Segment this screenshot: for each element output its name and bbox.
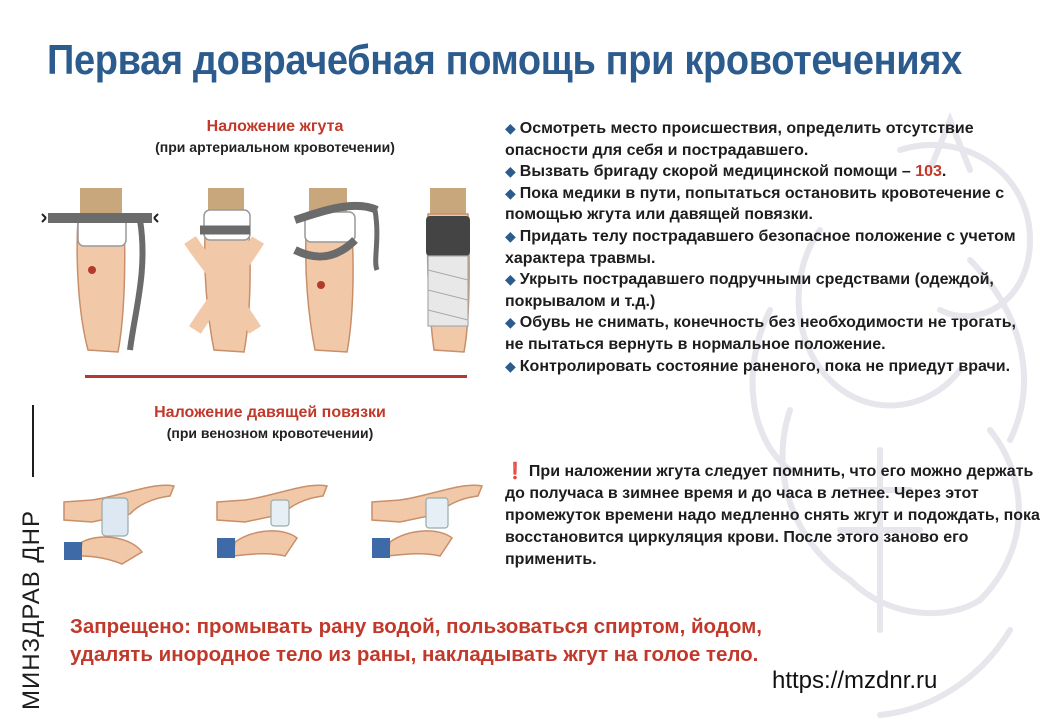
emergency-number: 103 [915,163,942,181]
diamond-icon: ◆ [505,120,516,136]
side-line [32,405,34,477]
step-item: ◆ Пока медики в пути, попытаться остановить кровотечение с помощью жгута или давящей повязки. [505,184,1005,224]
diamond-icon: ◆ [505,184,516,201]
step-item: ◆ Вызвать бригаду скорой медицинской помощи – 103. [505,163,947,181]
forbidden-actions: Запрещено: промывать рану водой, пользоваться спиртом, йодом, удалять инородное тело из раны, накладывать жгут на голое тело. [70,615,762,666]
tourniquet-time-note: ❗ При наложении жгута следует помнить, что его можно держать до получаса в зимнее время и до часа в летнее. Через этот промежуток времени надо медленно снять жгут и подождать, пока восстановится циркуляция крови. После этого заново его применить. [505,463,1040,568]
diamond-icon: ◆ [505,314,516,331]
step-item: ◆ Контролировать состояние раненого, пока не приедут врачи. [505,357,1011,375]
step-item: ◆ Обувь не снимать, конечность без необходимости не трогать, не пытаться вернуть в нормальное положение. [505,314,1016,353]
website-url: https://mzdnr.ru [772,667,938,694]
pressure-bandage-subheading: (при венозном кровотечении) [166,425,374,441]
diamond-icon: ◆ [505,357,516,374]
diamond-icon: ◆ [505,163,516,180]
step-item: ◆ Придать телу пострадавшего безопасное положение с учетом характера травмы. [505,227,1016,267]
diamond-icon: ◆ [505,271,516,288]
tourniquet-step-3-illustration [285,180,385,365]
page-title: Первая доврачебная помощь при кровотечениях [47,36,962,83]
bandage-step-1-illustration [62,472,177,567]
section-divider [85,375,467,378]
tourniquet-step-2-illustration [180,180,270,365]
step-item: ◆ Укрыть пострадавшего подручными средствами (одеждой, покрывалом и т.д.) [505,271,994,310]
tourniquet-heading: Наложение жгута [206,118,344,135]
step-item: ◆ Осмотреть место происшествия, определить отсутствие опасности для себя и пострадавшего. [505,120,974,159]
bandage-step-3-illustration [370,472,485,567]
tourniquet-step-1-illustration [40,180,160,365]
bandage-step-2-illustration [215,472,330,567]
tourniquet-subheading: (при артериальном кровотечении) [155,139,395,155]
first-aid-steps [505,118,1035,377]
pressure-bandage-heading: Наложение давящей повязки [154,404,386,421]
exclamation-icon: ❗ [505,463,525,480]
ministry-label: МИНЗДРАВ ДНР [18,509,45,710]
diamond-icon: ◆ [505,227,516,244]
tourniquet-step-4-illustration [418,180,478,365]
